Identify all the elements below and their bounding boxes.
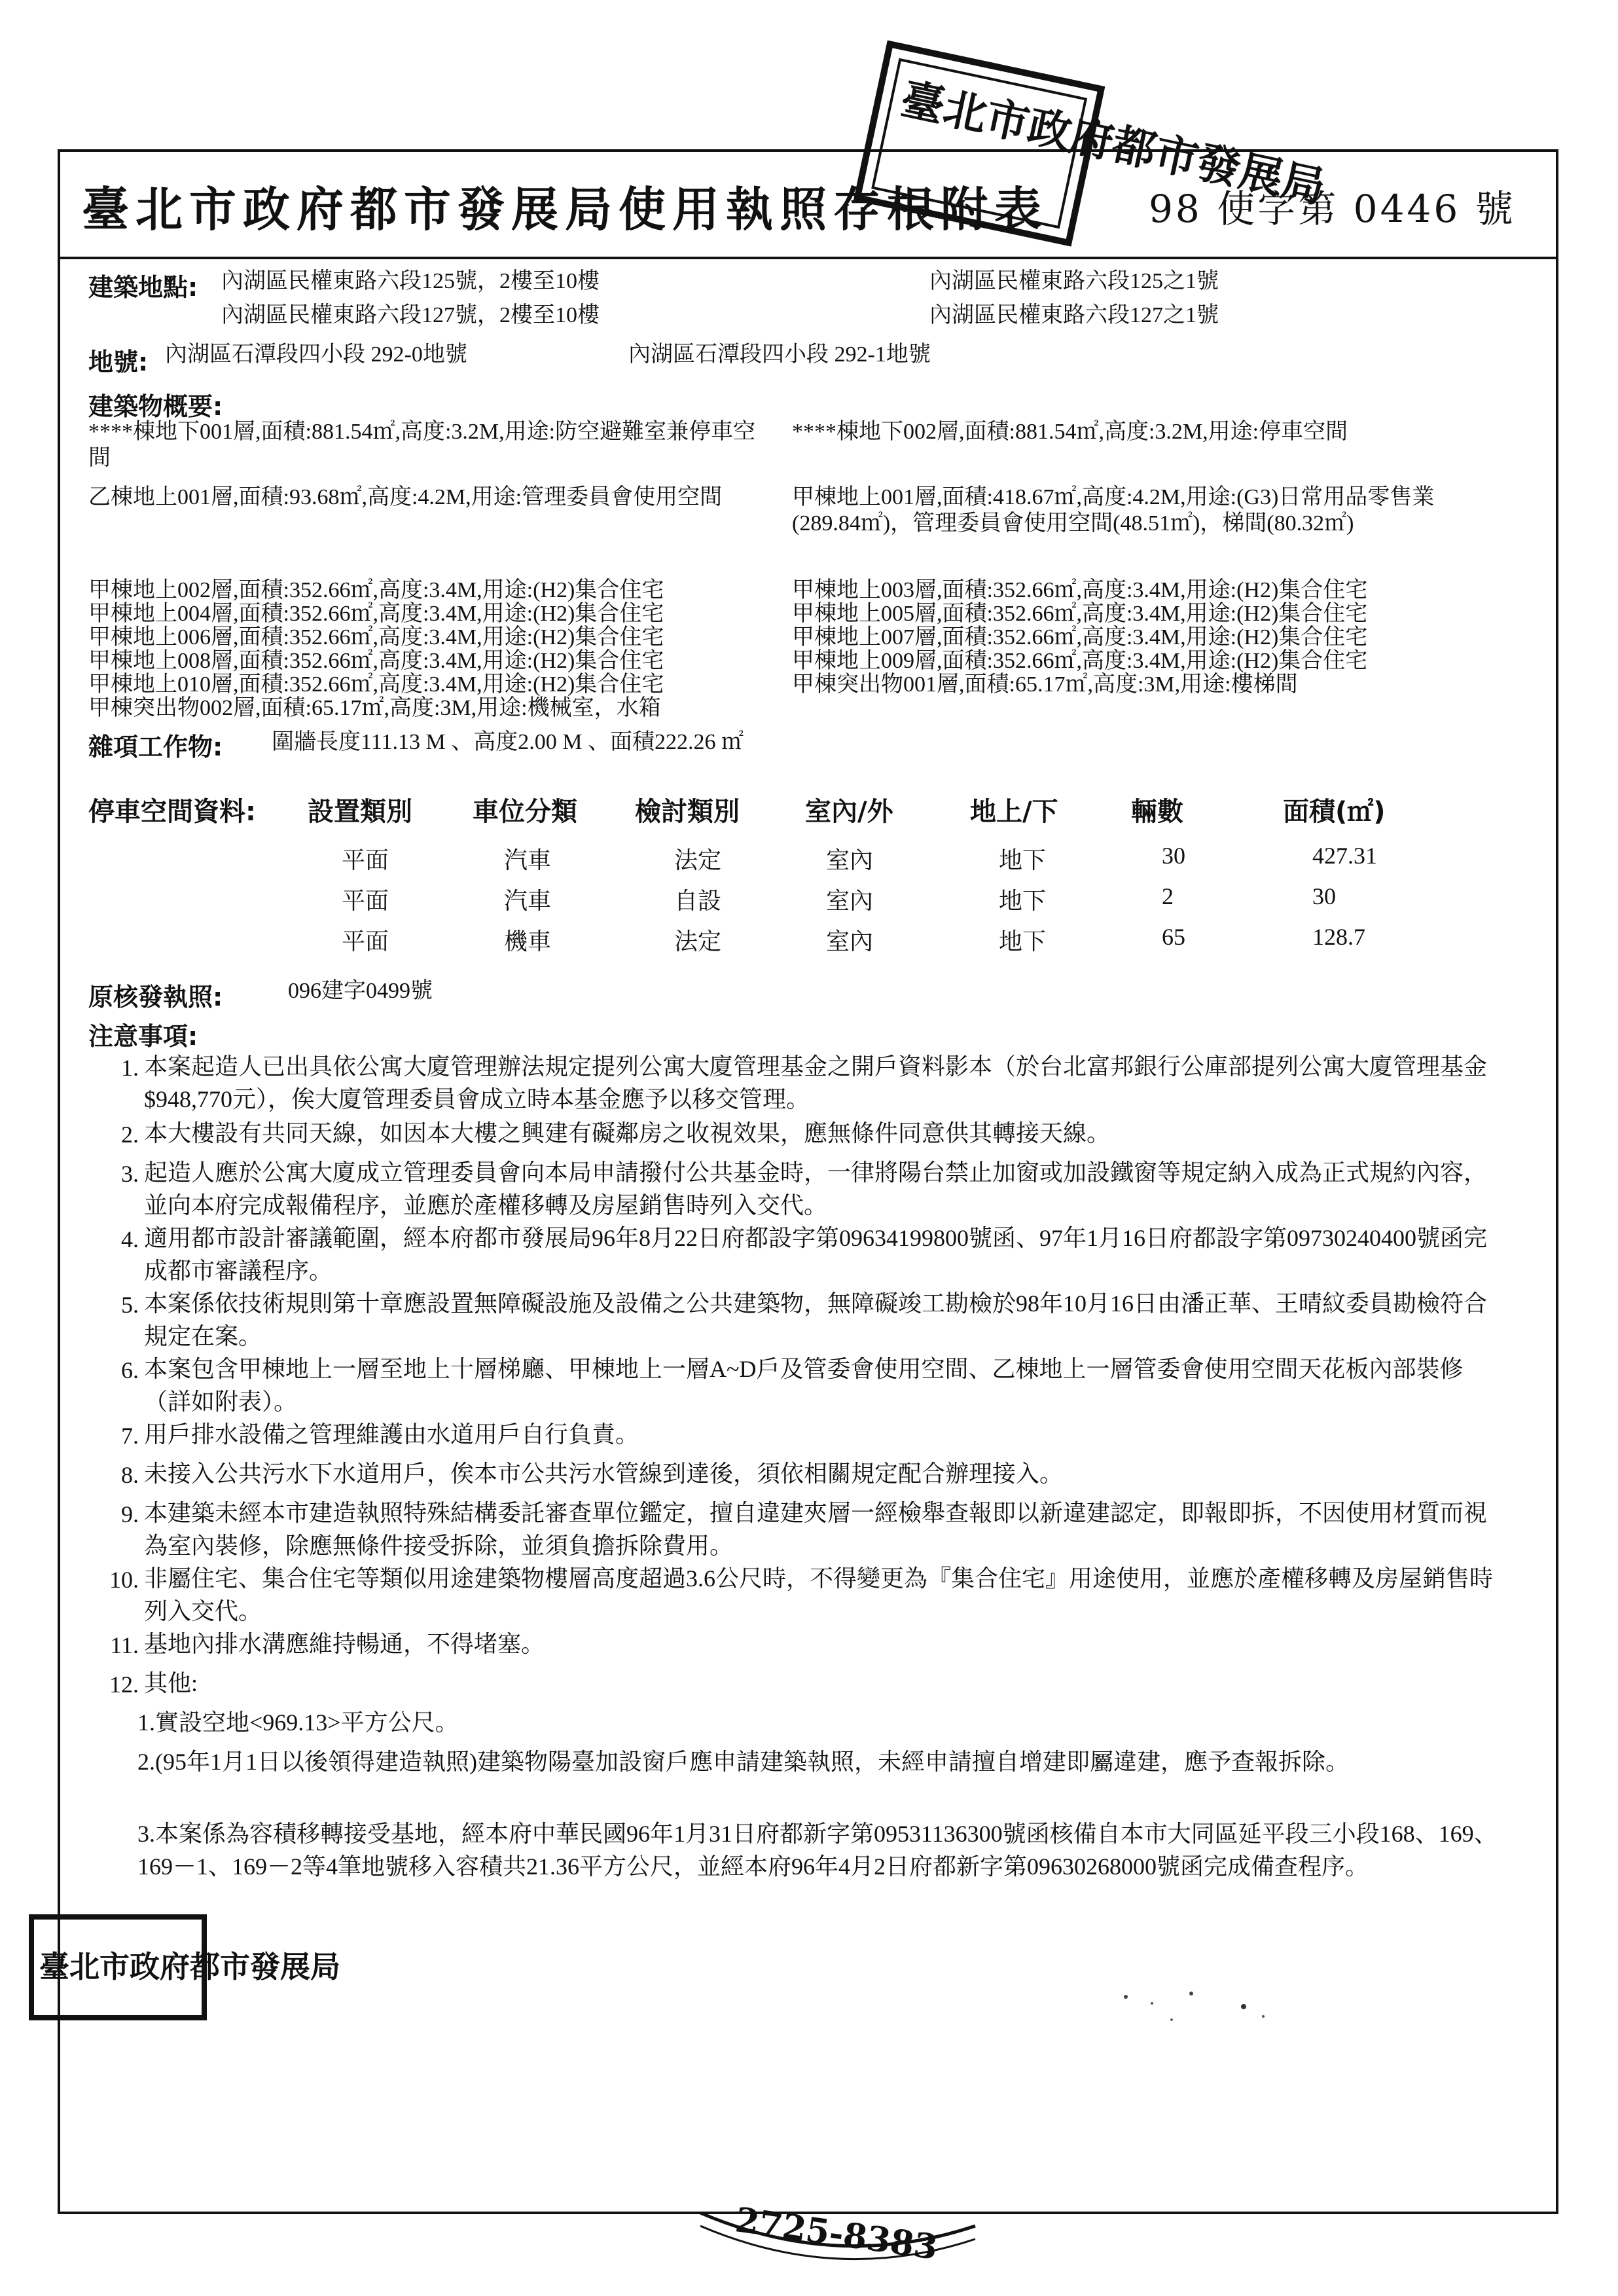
note-text: 本案包含甲棟地上一層至地上十層梯廳、甲棟地上一層A~D戶及管委會使用空間、乙棟地上一層管委會使用空間天花板內部裝修（詳如附表）。 <box>144 1356 1464 1415</box>
footer-number-stamp <box>694 2200 982 2291</box>
note-number: 12. <box>109 1671 139 1698</box>
parking-cell: 汽車 <box>504 847 552 873</box>
overview-right-5: 甲棟地上007層,面積:352.66㎡,高度:3.4M,用途:(H2)集合住宅 <box>792 625 1368 649</box>
site-address-3: 內湖區民權東路六段125之1號 <box>929 269 1219 293</box>
note-number: 10. <box>109 1567 139 1593</box>
note-text: 起造人應於公寓大廈成立管理委員會向本局申請撥付公共基金時，一律將陽台禁止加窗或加設鐵窗等規定納入成為正式規約內容，並向本府完成報備程序，並應於產權移轉及房屋銷售時列入交代。 <box>144 1159 1488 1218</box>
top-seal-stamp <box>844 52 1330 242</box>
note-sub-item: 3.本案係為容積移轉接受基地，經本府中華民國96年1月31日府都新字第09531136300號函核備自本市大同區延平段三小段168、169、169－1、169－2等4筆地號移入容積共21.36平方公尺，並經本府96年4月2日府都新字第09630268000號函完成備查程序。 <box>137 1821 1498 1880</box>
parking-header-count: 輛數 <box>1131 797 1183 827</box>
overview-left-1: ****棟地下001層,面積:881.54㎡,高度:3.2M,用途:防空避難室兼停車空間 <box>88 420 756 470</box>
parking-label: 停車空間資料: <box>88 797 256 827</box>
parking-header-class: 車位分類 <box>473 797 577 827</box>
parking-cell: 地下 <box>999 888 1047 914</box>
note-text: 用戶排水設備之管理維護由水道用戶自行負責。 <box>144 1421 639 1448</box>
overview-left-7: 甲棟地上010層,面積:352.66㎡,高度:3.4M,用途:(H2)集合住宅 <box>88 672 664 697</box>
note-number: 5. <box>121 1292 139 1318</box>
overview-right-3: 甲棟地上003層,面積:352.66㎡,高度:3.4M,用途:(H2)集合住宅 <box>792 578 1368 602</box>
overview-label: 建築物概要: <box>88 392 223 421</box>
overview-left-2: 乙棟地上001層,面積:93.68㎡,高度:4.2M,用途:管理委員會使用空間 <box>88 485 723 509</box>
top-seal-line1: 臺北市政府都市發展局 <box>896 73 1330 213</box>
note-text: 非屬住宅、集合住宅等類似用途建築物樓層高度超過3.6公尺時，不得變更為『集合住宅』用途使用，並應於產權移轉及房屋銷售時列入交代。 <box>144 1565 1494 1624</box>
overview-right-7: 甲棟突出物001層,面積:65.17㎡,高度:3M,用途:樓梯間 <box>792 672 1298 697</box>
permit-number: 98 使字第 0446 號 <box>1149 187 1516 231</box>
note-number: 8. <box>121 1462 139 1488</box>
parking-cell: 室內 <box>826 928 874 955</box>
parking-cell: 65 <box>1162 924 1185 950</box>
parking-cell: 427.31 <box>1312 843 1377 869</box>
note-number: 6. <box>121 1357 139 1383</box>
scan-noise <box>1113 1984 1309 2036</box>
note-text: 其他: <box>144 1670 198 1696</box>
parking-cell: 平面 <box>342 888 389 914</box>
site-address-1: 內湖區民權東路六段125號，2樓至10樓 <box>221 269 600 293</box>
note-number: 11. <box>110 1632 139 1658</box>
note-number: 3. <box>121 1161 139 1187</box>
parking-cell: 2 <box>1162 883 1174 909</box>
page-title: 臺北市政府都市發展局使用執照存根附表 <box>82 181 1049 237</box>
parking-cell: 地下 <box>999 928 1047 955</box>
bottom-seal-stamp <box>26 1912 340 2023</box>
overview-right-2: 甲棟地上001層,面積:418.67㎡,高度:4.2M,用途:(G3)日常用品零售業(289.84㎡)，管理委員會使用空間(48.51㎡)，梯間(80.32㎡) <box>792 485 1435 536</box>
note-text: 適用都市設計審議範圍，經本府都市發展局96年8月22日府都設字第09634199800號函、97年1月16日府都設字第09730240400號函完成都市審議程序。 <box>144 1225 1488 1284</box>
parking-cell: 地下 <box>999 847 1047 873</box>
bottom-seal-text: 臺北市政府都市發展局 <box>39 1949 340 1984</box>
parking-header-review: 檢討類別 <box>635 797 740 827</box>
lot-number-2: 內湖區石潭段四小段 292-1地號 <box>628 342 931 367</box>
note-number: 4. <box>121 1226 139 1252</box>
note-sub-item: 1.實設空地<969.13>平方公尺。 <box>137 1709 459 1736</box>
parking-cell: 30 <box>1162 843 1185 869</box>
parking-cell: 自設 <box>674 888 722 914</box>
overview-right-4: 甲棟地上005層,面積:352.66㎡,高度:3.4M,用途:(H2)集合住宅 <box>792 602 1368 626</box>
overview-left-5: 甲棟地上006層,面積:352.66㎡,高度:3.4M,用途:(H2)集合住宅 <box>88 625 664 649</box>
parking-cell: 室內 <box>826 847 874 873</box>
lot-number-1: 內湖區石潭段四小段 292-0地號 <box>165 342 467 367</box>
parking-cell: 平面 <box>342 847 389 873</box>
footer-number: 2725-8383 <box>732 2200 941 2268</box>
parking-cell: 128.7 <box>1312 924 1365 950</box>
overview-left-4: 甲棟地上004層,面積:352.66㎡,高度:3.4M,用途:(H2)集合住宅 <box>88 602 664 626</box>
parking-cell: 機車 <box>504 928 552 955</box>
parking-cell: 室內 <box>826 888 874 914</box>
note-number: 9. <box>121 1501 139 1527</box>
note-text: 本案係依技術規則第十章應設置無障礙設施及設備之公共建築物，無障礙竣工勘檢於98年10月16日由潘正華、王晴紋委員勘檢符合規定在案。 <box>144 1290 1488 1349</box>
note-text: 本建築未經本市建造執照特殊結構委託審查單位鑑定，擅自違建夾層一經檢舉查報即以新違建認定，即報即拆，不因使用材質而視為室內裝修，除應無條件接受拆除，並須負擔拆除費用。 <box>144 1500 1488 1559</box>
note-sub-item: 2.(95年1月1日以後領得建造執照)建築物陽臺加設窗戶應申請建築執照，未經申請擅自增建即屬違建，應予查報拆除。 <box>137 1749 1349 1775</box>
parking-cell: 法定 <box>674 847 722 873</box>
note-number: 1. <box>121 1055 139 1081</box>
parking-cell: 汽車 <box>504 888 552 914</box>
misc-works-label: 雜項工作物: <box>88 733 223 761</box>
overview-left-6: 甲棟地上008層,面積:352.66㎡,高度:3.4M,用途:(H2)集合住宅 <box>88 649 664 673</box>
note-text: 未接入公共污水下水道用戶，俟本市公共污水管線到達後，須依相關規定配合辦理接入。 <box>144 1461 1064 1487</box>
original-permit-value: 096建字0499號 <box>288 979 433 1003</box>
site-label: 建築地點: <box>88 273 198 302</box>
parking-cell: 平面 <box>342 928 389 955</box>
notes-label: 注意事項: <box>88 1022 198 1051</box>
note-text: 基地內排水溝應維持暢通，不得堵塞。 <box>144 1631 545 1657</box>
note-text: 本大樓設有共同天線，如因本大樓之興建有礙鄰房之收視效果，應無條件同意供其轉接天線。 <box>144 1120 1111 1146</box>
overview-left-8: 甲棟突出物002層,面積:65.17㎡,高度:3M,用途:機械室，水箱 <box>88 696 661 720</box>
overview-left-3: 甲棟地上002層,面積:352.66㎡,高度:3.4M,用途:(H2)集合住宅 <box>88 578 664 602</box>
overview-right-1: ****棟地下002層,面積:881.54㎡,高度:3.2M,用途:停車空間 <box>792 420 1348 444</box>
parking-header-area: 面積(㎡) <box>1283 797 1386 827</box>
note-text: 本案起造人已出具依公寓大廈管理辦法規定提列公寓大廈管理基金之開戶資料影本（於台北富邦銀行公庫部提列公寓大廈管理基金$948,770元），俟大廈管理委員會成立時本基金應予以移交管理。 <box>144 1053 1488 1112</box>
overview-right-6: 甲棟地上009層,面積:352.66㎡,高度:3.4M,用途:(H2)集合住宅 <box>792 649 1368 673</box>
misc-works-text: 圍牆長度111.13 M 、高度2.00 M 、面積222.26 ㎡ <box>272 730 744 754</box>
parking-cell: 30 <box>1312 883 1336 909</box>
original-permit-label: 原核發執照: <box>88 983 223 1011</box>
parking-header-type: 設置類別 <box>308 797 412 827</box>
parking-cell: 法定 <box>674 928 722 955</box>
lot-label: 地號: <box>88 348 149 376</box>
note-number: 7. <box>121 1423 139 1449</box>
site-address-2: 內湖區民權東路六段127號，2樓至10樓 <box>221 303 600 327</box>
parking-header-indoor: 室內/外 <box>805 797 893 827</box>
site-address-4: 內湖區民權東路六段127之1號 <box>929 303 1219 327</box>
note-number: 2. <box>121 1121 139 1148</box>
parking-header-level: 地上/下 <box>970 797 1058 827</box>
